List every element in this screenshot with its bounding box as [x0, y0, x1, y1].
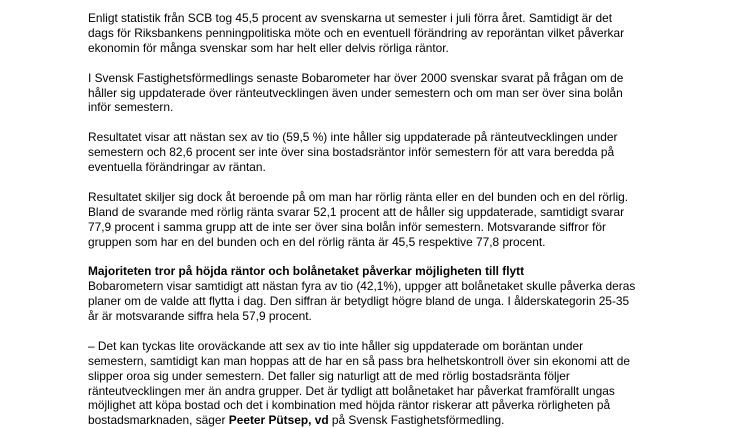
quote-text: – Det kan tyckas lite oroväckande att sex av tio inte håller sig uppdaterade om boräntan under semestern, samtidigt kan man hoppas att de har en så pass bra helhetskontroll över sin ekonomi att de slipper oroa sig under semestern. Det faller sig naturligt att de med rörlig bostadsränta följer ränteutvecklingen mer än andra grupper. Det är tydligt att bolånetaket har påverkat framförallt ungas möjlighet att köpa bostad och det i kombination med höjda räntor riskerar att påverka rörligheten på bostadsmarknaden, säger	[88, 338, 630, 428]
paragraph-bolanetak: Bobarometern visar samtidigt att nästan fyra av tio (42,1%), uppger att bolånetaket skulle påverka deras planer om de valde att flytta i dag. Den siffran är betydligt högre bland de unga. I ålderskategorin 25-35 år är motsvarande siffra hela 57,9 procent.	[88, 279, 636, 324]
paragraph-quote	[88, 339, 688, 428]
quote-suffix: på Svensk Fastighetsförmedling.	[328, 413, 505, 428]
paragraph-differences: Resultatet skiljer sig dock åt beroende på om man har rörlig ränta eller en del bunden och en del rörlig. Bland de svarande med rörlig ränta svarar 52,1 procent att de håller sig uppdaterade, samtidigt svarar 77,9 procent i samma grupp att de inte ser över sina bolån inför semestern. Motsvarande siffror för gruppen som har en del bunden och en del rörlig ränta är 45,5 respektive 77,8 procent.	[88, 189, 629, 249]
paragraph-statistics: Enligt statistik från SCB tog 45,5 procent av svenskarna ut semester i juli förra året. Samtidigt är det dags för Riksbankens penningpolitiska möte och en eventuell förändring av reporäntan vilket påverkar ekonomin för många svenskar som har helt eller delvis rörliga räntor.	[88, 11, 625, 55]
paragraph-bobarometer: I Svensk Fastighetsförmedlings senaste Bobarometer har över 2000 svenskar svarat på frågan om de håller sig uppdaterade över ränteutvecklingen även under semestern och om man ser över sina bolån inför semestern.	[88, 70, 624, 115]
paragraph-result: Resultatet visar att nästan sex av tio (59,5 %) inte håller sig uppdaterade på ränteutvecklingen under semestern och 82,6 procent ser inte över sina bostadsräntor inför semestern för att vara beredda på eventuella förändringar av räntan.	[88, 130, 618, 175]
quote-speaker: Peeter Pütsep, vd	[228, 413, 329, 428]
section-heading: Majoriteten tror på höjda räntor och bolånetaket påverkar möjligheten till flytt	[88, 264, 525, 279]
document-body	[88, 11, 688, 428]
